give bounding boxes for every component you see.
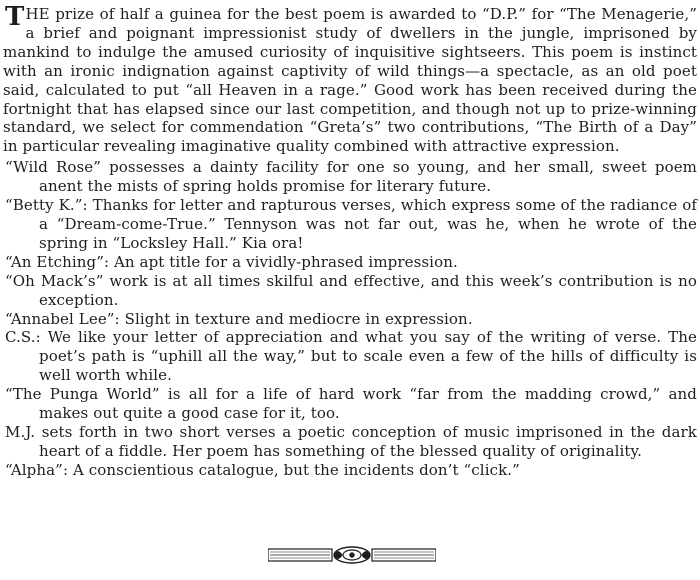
note-betty-k: “Betty K.”: Thanks for letter and rapturous verses, which express some of the radiance of a “Dream-come-True.” Tennyson was not far out, was he, when he wrote of the spring in “Locksley Hall.” Kia ora!: [5, 196, 697, 252]
note-annabel-lee: “Annabel Lee”: Slight in texture and mediocre in expression.: [5, 309, 473, 328]
note-oh-macks: “Oh Mack’s” work is at all times skilful and effective, and this week’s contribution is no exception.: [5, 271, 697, 309]
drop-cap: T: [5, 2, 25, 32]
intro-paragraph: [3, 2, 697, 156]
article-body: [3, 2, 697, 480]
decorative-rule-ornament-icon: [268, 545, 436, 565]
note-cs: C.S.: We like your letter of appreciation and what you say of the writing of verse. The poet’s path is “uphill all the way,” but to scale even a few of the hills of difficulty is well worth while.: [5, 328, 697, 385]
intro-text: prize of half a guinea for the best poem is awarded to “D.P.” for “The Menagerie,” a brief and poignant impressionist study of dwellers in the jungle, imprisoned by mankind to indulge the amused curiosity of inquisitive sightseers. This poem is instinct with an ironic indignation against captivity of wild things—a spectacle, as an old poet said, calculated to put “all Heaven in a rage.” Good work has been received during the fortnight that has elapsed since our last competition, and though not up to prize-winning standard, we select for commendation “Greta’s” two contributions, “The Birth of a Day” in particular revealing imaginative quality combined with attractive expression.: [3, 5, 697, 156]
note-alpha: “Alpha”: A conscientious catalogue, but the incidents don’t “click.”: [5, 460, 520, 479]
note-punga-world: “The Punga World” is all for a life of hard work “far from the madding crowd,” and makes out quite a good case for it, too.: [5, 385, 697, 423]
note-wild-rose: “Wild Rose” possesses a dainty facility for one so young, and her small, sweet poem anent the mists of spring holds promise for literary future.: [5, 158, 697, 196]
note-an-etching: “An Etching”: An apt title for a vividly-phrased impression.: [5, 252, 458, 271]
intro-lead-word: HE: [25, 5, 50, 23]
note-mj: M.J. sets forth in two short verses a poetic conception of music imprisoned in the dark heart of a fiddle. Her poem has something of the blessed quality of originality.: [5, 422, 697, 460]
